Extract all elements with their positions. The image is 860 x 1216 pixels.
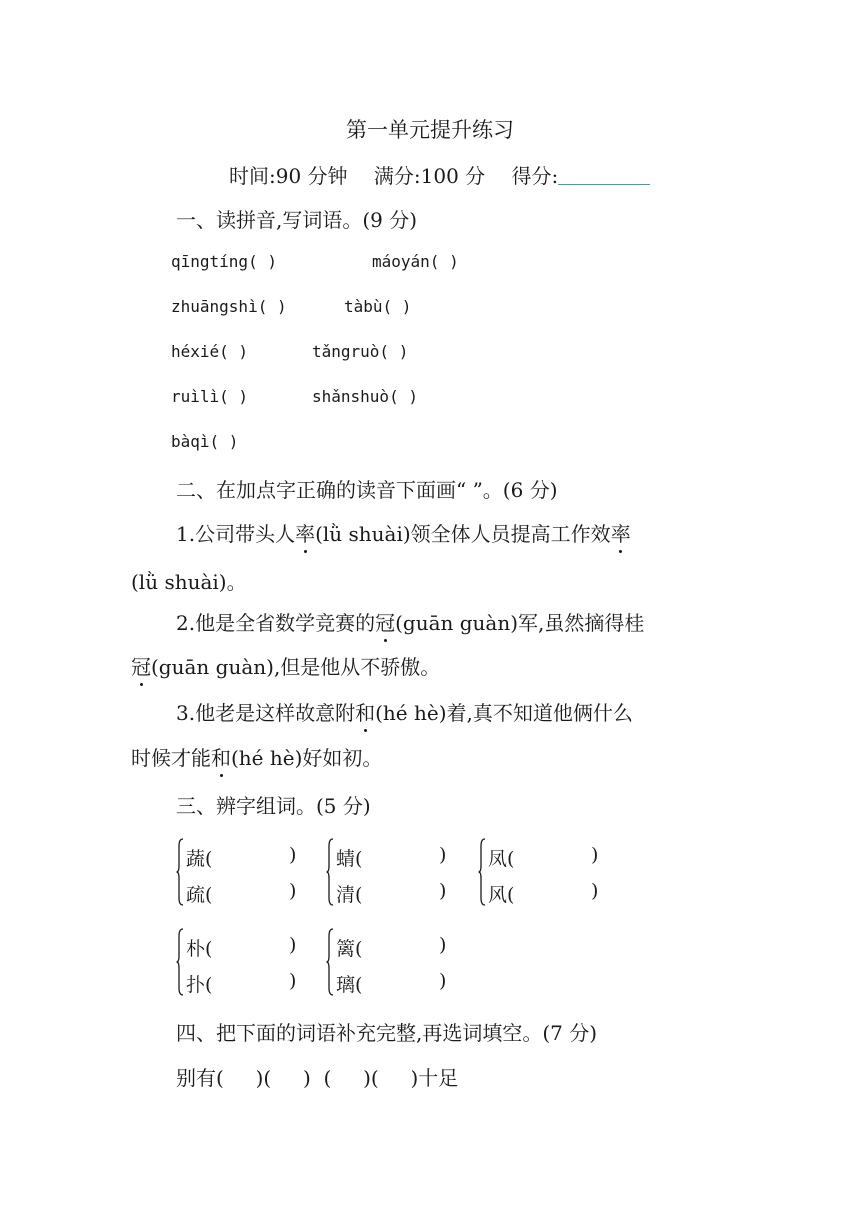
- char-group: 蔬( ) 疏( ): [176, 838, 306, 910]
- pinyin-item: ruìlì( ): [171, 387, 249, 406]
- question-2-line-1: 2.他是全省数学竞赛的冠(guān guàn)军,虽然摘得桂: [176, 611, 645, 635]
- question-1-line-1: 1.公司带头人率(lǜ shuài)领全体人员提高工作效率: [176, 522, 631, 546]
- dotted-char: 冠: [375, 611, 396, 635]
- dotted-char: 和: [355, 701, 376, 725]
- dotted-char: 率: [295, 522, 316, 546]
- pinyin-item: tàbù( ): [344, 297, 412, 316]
- question-2-line-2: 冠(guān guàn),但是他从不骄傲。: [131, 655, 441, 679]
- question-3-line-1: 3.他老是这样故意附和(hé hè)着,真不知道他俩什么: [176, 701, 633, 725]
- score-blank[interactable]: [558, 164, 650, 185]
- char-group: 篱( ) 璃( ): [326, 928, 456, 1000]
- pinyin-item: tǎngruò( ): [312, 342, 409, 361]
- full-score: 满分:100 分: [373, 164, 486, 188]
- question-3-line-2: 时候才能和(hé hè)好如初。: [131, 746, 383, 770]
- score-label: 得分:: [511, 164, 559, 188]
- section2-heading: 二、在加点字正确的读音下面画“ ”。(6 分): [176, 478, 558, 502]
- pinyin-item: shǎnshuò( ): [312, 387, 418, 406]
- dotted-char: 率: [610, 522, 631, 546]
- char-group: 朴( ) 扑( ): [176, 928, 306, 1000]
- pinyin-item: bàqì( ): [171, 432, 239, 451]
- brace-icon: [326, 928, 334, 996]
- page-title: 第一单元提升练习: [346, 118, 514, 142]
- dotted-char: 和: [211, 746, 231, 770]
- brace-icon: [176, 928, 184, 996]
- brace-icon: [478, 838, 486, 906]
- pinyin-item: zhuāngshì( ): [171, 297, 287, 316]
- brace-icon: [176, 838, 184, 906]
- char-group: 蜻( ) 清( ): [326, 838, 456, 910]
- pinyin-item: qīngtíng( ): [171, 252, 277, 271]
- pinyin-item: héxié( ): [171, 342, 249, 361]
- section3-heading: 三、辨字组词。(5 分): [176, 794, 371, 818]
- section4-heading: 四、把下面的词语补充完整,再选词填空。(7 分): [176, 1021, 598, 1045]
- time-limit: 时间:90 分钟: [229, 164, 348, 188]
- exam-meta: [229, 160, 650, 189]
- brace-icon: [326, 838, 334, 906]
- section1-heading: 一、读拼音,写词语。(9 分): [176, 208, 418, 232]
- dotted-char: 冠: [131, 655, 151, 679]
- char-group: 凤( ) 风( ): [478, 838, 608, 910]
- pinyin-item: máoyán( ): [372, 252, 459, 271]
- question-1-line-2: (lǜ shuài)。: [131, 570, 247, 594]
- idiom-fill-line: 别有( )( ) ( )( )十足: [176, 1066, 459, 1090]
